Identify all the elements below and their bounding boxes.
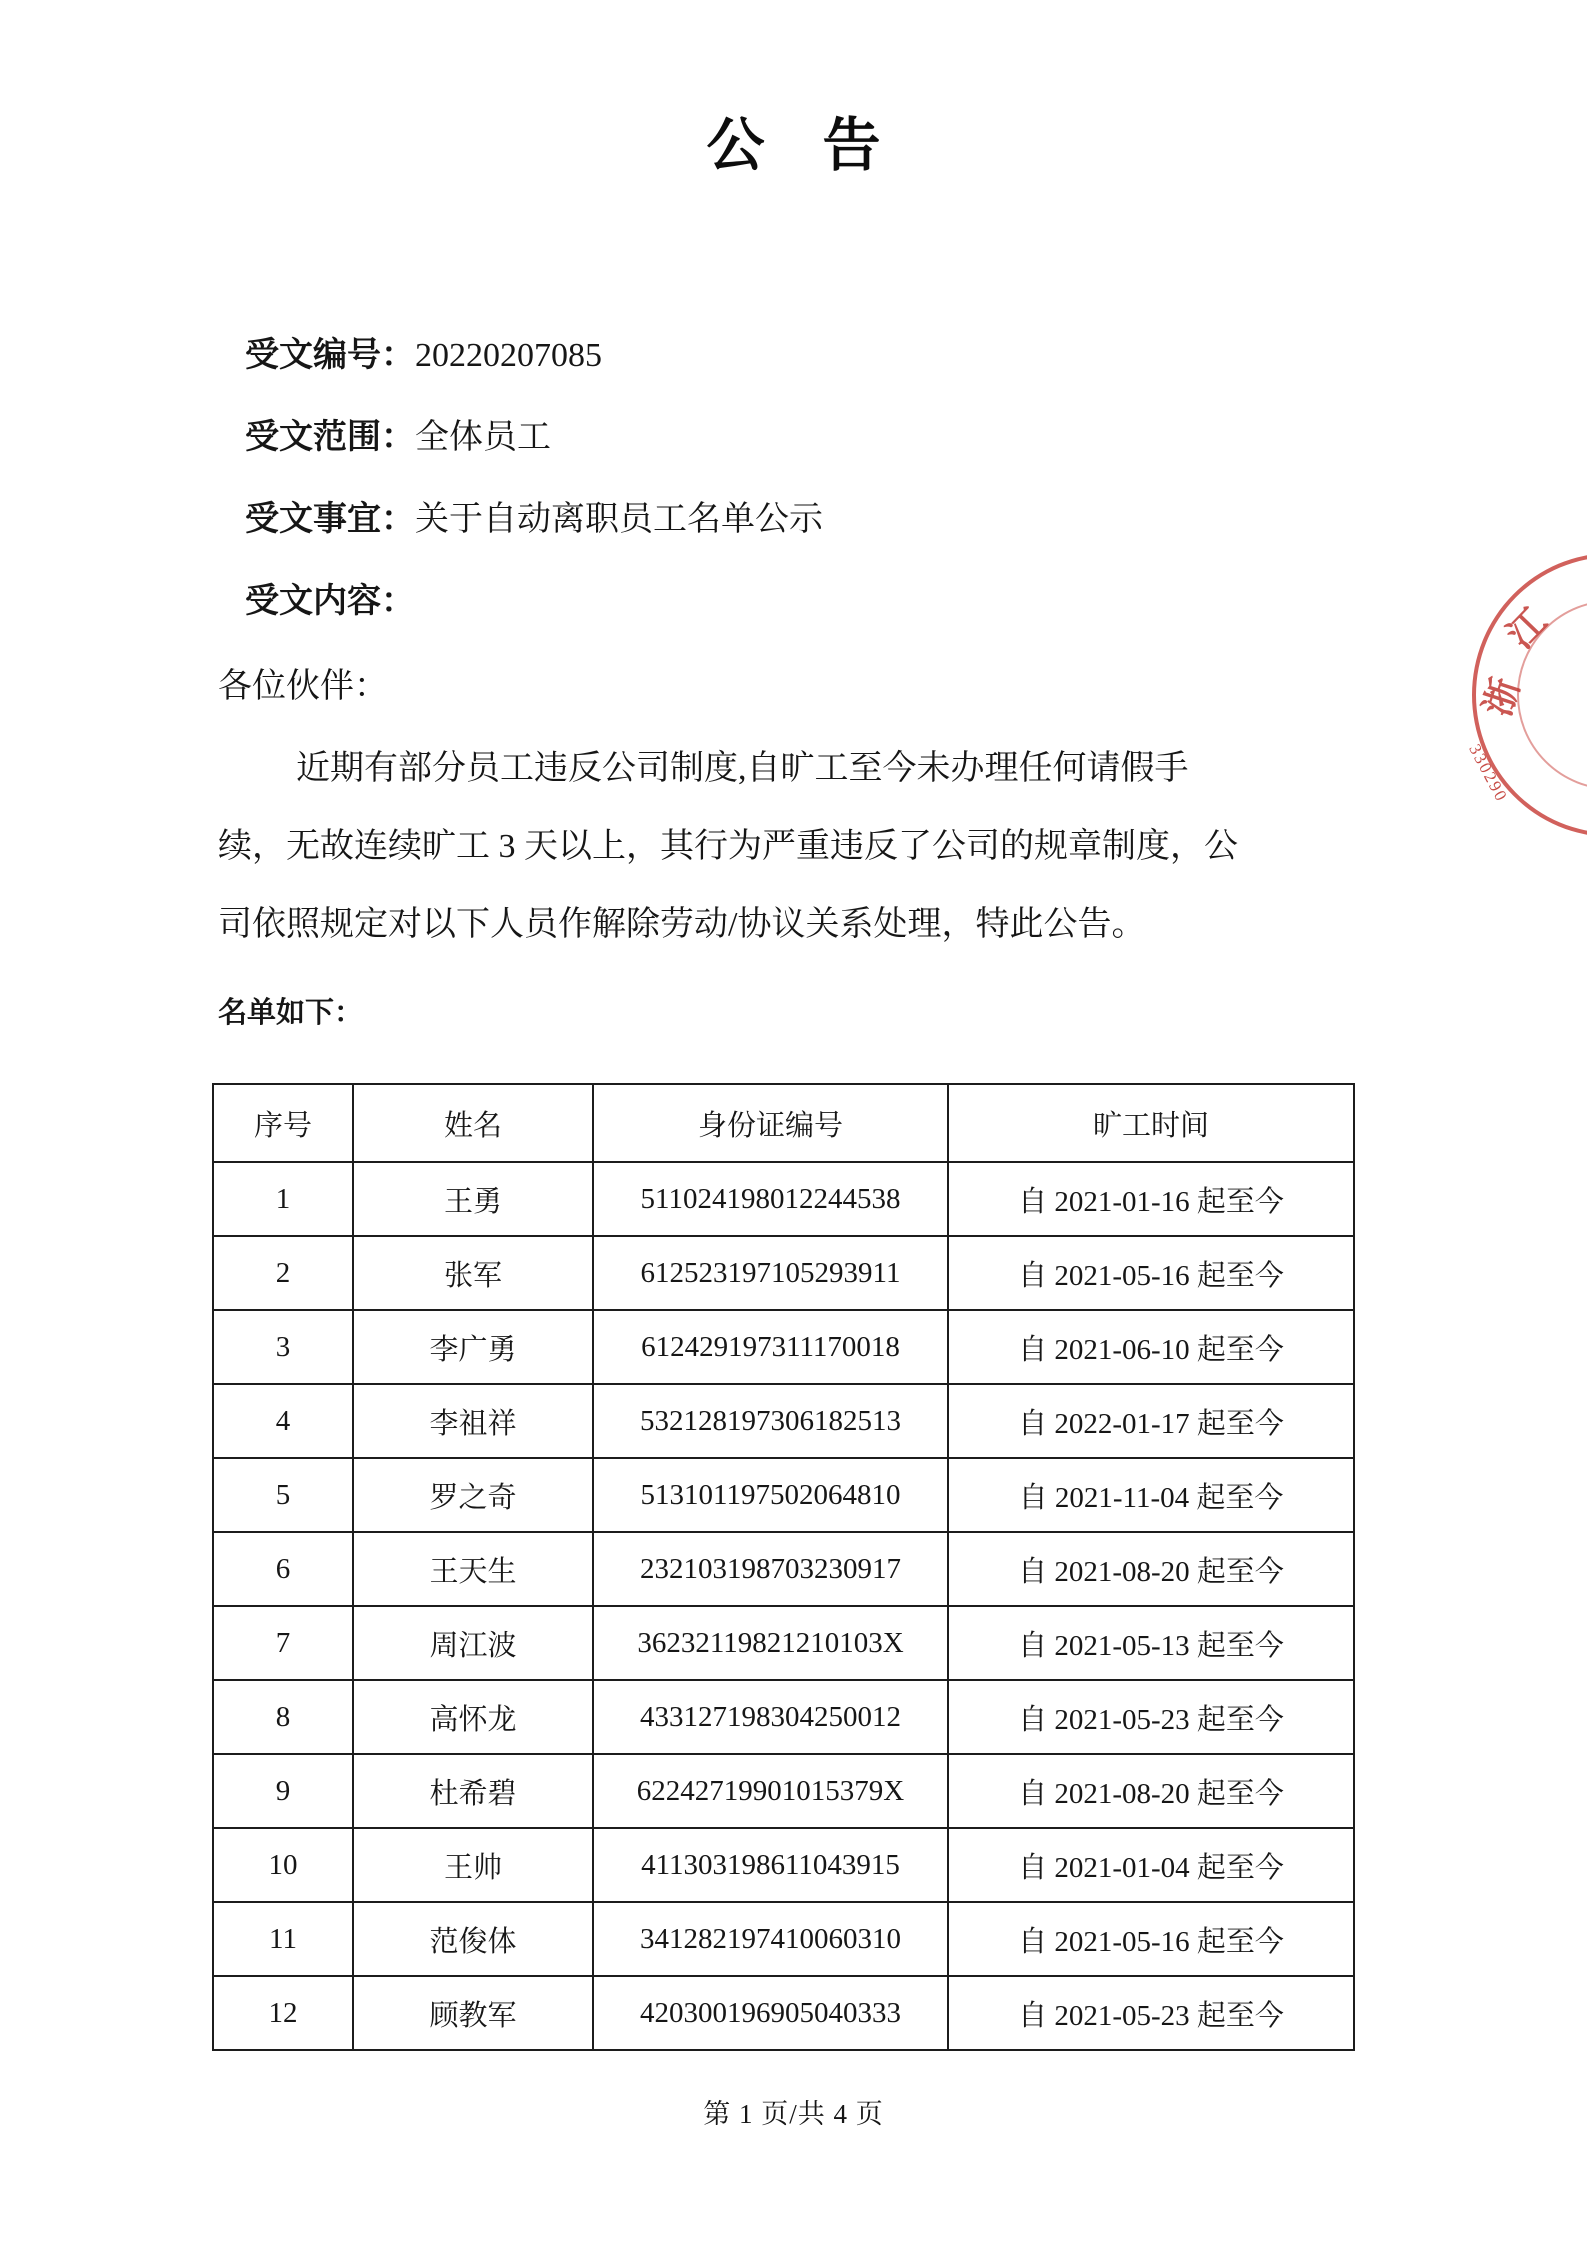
field-label: 受文事宜： (245, 501, 415, 538)
cell-name: 周江波 (353, 1606, 593, 1680)
page-footer: 第 1 页/共 4 页 (703, 2099, 884, 2129)
cell-id-number: 612523197105293911 (593, 1236, 948, 1310)
paragraph-line: 司依照规定对以下人员作解除劳动/协议关系处理，特此公告。 (218, 906, 1146, 943)
paragraph-line: 近期有部分员工违反公司制度,自旷工至今未办理任何请假手 (296, 750, 1189, 787)
paragraph-line: 续，无故连续旷工 3 天以上，其行为严重违反了公司的规章制度，公 (218, 828, 1238, 865)
cell-index: 4 (213, 1384, 353, 1458)
table-row (213, 1162, 1354, 1236)
cell-index: 9 (213, 1754, 353, 1828)
field-label: 受文内容： (245, 583, 415, 620)
cell-id-number: 341282197410060310 (593, 1902, 948, 1976)
cell-absence-time: 自 2021-05-23 起至今 (948, 1976, 1354, 2050)
table-row (213, 1680, 1354, 1754)
header-fields (245, 336, 823, 664)
table-row (213, 1754, 1354, 1828)
cell-absence-time: 自 2021-01-16 起至今 (948, 1162, 1354, 1236)
seal-character: 江 (1500, 601, 1556, 657)
cell-index: 10 (213, 1828, 353, 1902)
cell-id-number: 513101197502064810 (593, 1458, 948, 1532)
cell-absence-time: 自 2021-05-16 起至今 (948, 1236, 1354, 1310)
cell-name: 范俊体 (353, 1902, 593, 1976)
cell-absence-time: 自 2021-05-16 起至今 (948, 1902, 1354, 1976)
list-label: 名单如下： (218, 997, 364, 1029)
table-row (213, 1236, 1354, 1310)
cell-id-number: 62242719901015379X (593, 1754, 948, 1828)
cell-index: 1 (213, 1162, 353, 1236)
salutation: 各位伙伴： (218, 668, 388, 705)
absentee-table (212, 1083, 1355, 2051)
table-row (213, 1828, 1354, 1902)
col-header-id-number: 身份证编号 (593, 1084, 948, 1162)
cell-id-number: 232103198703230917 (593, 1532, 948, 1606)
table-header-row (213, 1084, 1354, 1162)
seal-character: 浙 (1477, 673, 1528, 722)
body-paragraph (218, 746, 1368, 980)
cell-index: 12 (213, 1976, 353, 2050)
field-value: 20220207085 (415, 337, 602, 374)
cell-name: 王天生 (353, 1532, 593, 1606)
cell-index: 11 (213, 1902, 353, 1976)
table-row (213, 1458, 1354, 1532)
table-row (213, 1976, 1354, 2050)
cell-index: 6 (213, 1532, 353, 1606)
cell-id-number: 511024198012244538 (593, 1162, 948, 1236)
cell-id-number: 433127198304250012 (593, 1680, 948, 1754)
col-header-index: 序号 (213, 1084, 353, 1162)
cell-name: 顾教军 (353, 1976, 593, 2050)
table-row (213, 1606, 1354, 1680)
cell-id-number: 36232119821210103X (593, 1606, 948, 1680)
col-header-absence-time: 旷工时间 (948, 1084, 1354, 1162)
field-doc-subject (245, 500, 823, 540)
field-label: 受文编号： (245, 337, 415, 374)
col-header-name: 姓名 (353, 1084, 593, 1162)
cell-index: 8 (213, 1680, 353, 1754)
cell-absence-time: 自 2021-08-20 起至今 (948, 1754, 1354, 1828)
field-value: 全体员工 (415, 419, 551, 456)
cell-id-number: 420300196905040333 (593, 1976, 948, 2050)
cell-name: 高怀龙 (353, 1680, 593, 1754)
table-row (213, 1310, 1354, 1384)
table-row (213, 1902, 1354, 1976)
field-label: 受文范围： (245, 419, 415, 456)
seal-inner-ring (1517, 600, 1587, 790)
cell-name: 李广勇 (353, 1310, 593, 1384)
cell-id-number: 612429197311170018 (593, 1310, 948, 1384)
field-value: 关于自动离职员工名单公示 (415, 501, 823, 538)
cell-index: 3 (213, 1310, 353, 1384)
cell-name: 王勇 (353, 1162, 593, 1236)
cell-id-number: 411303198611043915 (593, 1828, 948, 1902)
table-row (213, 1384, 1354, 1458)
seal-serial-digits: 330290 (1465, 741, 1512, 806)
company-seal (1465, 553, 1587, 837)
page-title: 公 告 (706, 113, 881, 178)
cell-absence-time: 自 2021-05-23 起至今 (948, 1680, 1354, 1754)
cell-absence-time: 自 2021-06-10 起至今 (948, 1310, 1354, 1384)
cell-absence-time: 自 2021-01-04 起至今 (948, 1828, 1354, 1902)
cell-name: 杜希碧 (353, 1754, 593, 1828)
cell-name: 罗之奇 (353, 1458, 593, 1532)
table-row (213, 1532, 1354, 1606)
cell-name: 李祖祥 (353, 1384, 593, 1458)
cell-index: 5 (213, 1458, 353, 1532)
cell-id-number: 532128197306182513 (593, 1384, 948, 1458)
cell-absence-time: 自 2022-01-17 起至今 (948, 1384, 1354, 1458)
field-doc-number (245, 336, 823, 376)
field-doc-content (245, 582, 823, 622)
seal-outer-ring (1472, 553, 1587, 837)
cell-name: 张军 (353, 1236, 593, 1310)
field-doc-scope (245, 418, 823, 458)
cell-absence-time: 自 2021-08-20 起至今 (948, 1532, 1354, 1606)
cell-absence-time: 自 2021-11-04 起至今 (948, 1458, 1354, 1532)
cell-name: 王帅 (353, 1828, 593, 1902)
cell-absence-time: 自 2021-05-13 起至今 (948, 1606, 1354, 1680)
cell-index: 7 (213, 1606, 353, 1680)
cell-index: 2 (213, 1236, 353, 1310)
